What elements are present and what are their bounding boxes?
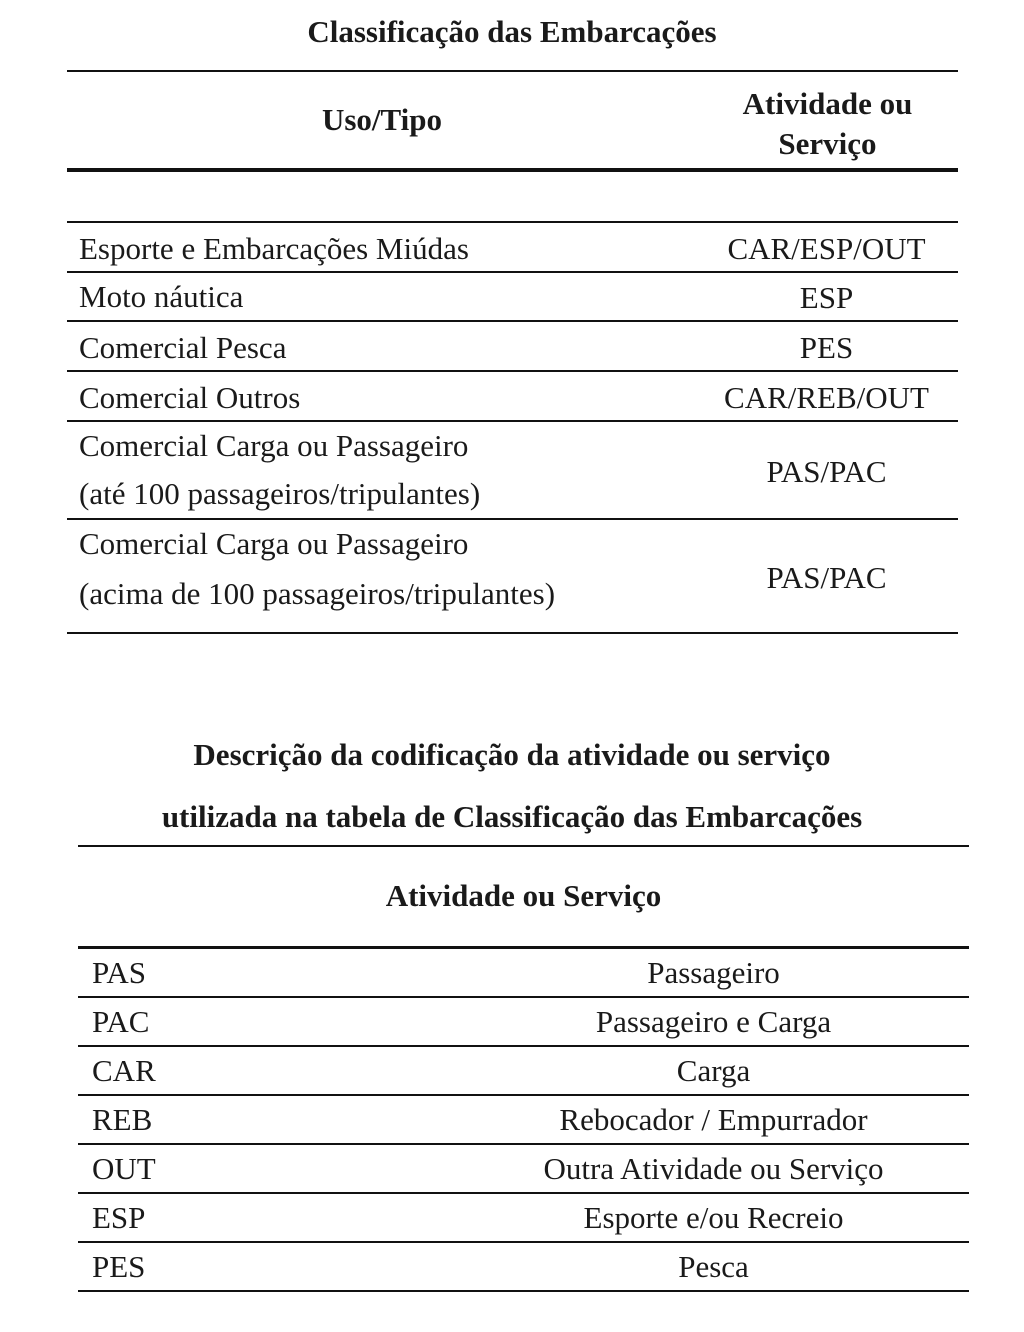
uso-tipo-cell-line1: Comercial Carga ou Passageiro [79, 526, 469, 561]
uso-tipo-cell: Esporte e Embarcações Miúdas [79, 231, 469, 266]
table-row [67, 271, 958, 322]
atividade-cell: ESP [799, 280, 854, 315]
uso-tipo-cell-line2: (acima de 100 passageiros/tripulantes) [79, 576, 556, 611]
description-cell: Outra Atividade ou Serviço [543, 1151, 884, 1186]
description-cell: Pesca [678, 1249, 749, 1284]
code-cell: OUT [92, 1151, 156, 1186]
table-row [78, 1047, 969, 1096]
codification-title-line1: Descrição da codificação da atividade ou serviço [193, 737, 831, 772]
table-row [78, 1194, 969, 1243]
code-cell: PES [92, 1249, 146, 1284]
table-top-rule [67, 70, 958, 72]
column-header-atividade-servico: Atividade ou Serviço [385, 878, 662, 913]
description-cell: Passageiro e Carga [595, 1004, 832, 1039]
table-row [67, 518, 958, 632]
uso-tipo-cell-line2: (até 100 passageiros/tripulantes) [79, 476, 481, 511]
table-top-rule [78, 845, 969, 847]
classification-table-title: Classificação das Embarcações [307, 14, 717, 49]
atividade-cell: CAR/ESP/OUT [727, 231, 926, 266]
column-header-atividade-line1: Atividade ou [742, 86, 913, 121]
description-cell: Carga [676, 1053, 751, 1088]
table-row [78, 1096, 969, 1145]
codification-table-title [0, 724, 1024, 848]
atividade-cell: PAS/PAC [766, 560, 887, 595]
uso-tipo-cell-line1: Comercial Carga ou Passageiro [79, 428, 469, 463]
description-cell: Esporte e/ou Recreio [583, 1200, 844, 1235]
code-cell: PAC [92, 1004, 150, 1039]
table-row [78, 998, 969, 1047]
column-header-uso-tipo: Uso/Tipo [321, 102, 443, 137]
table-bottom-rule [67, 632, 958, 634]
codification-title-line2: utilizada na tabela de Classificação das Embarcações [161, 799, 863, 834]
table-row [67, 320, 958, 372]
uso-tipo-cell: Moto náutica [79, 279, 244, 314]
code-cell: CAR [92, 1053, 156, 1088]
code-cell: REB [92, 1102, 153, 1137]
column-header-atividade-line2: Serviço [778, 126, 877, 161]
code-cell: PAS [92, 955, 147, 990]
header-rule [67, 168, 958, 172]
description-cell: Rebocador / Empurrador [559, 1102, 868, 1137]
table-row [78, 1243, 969, 1292]
column-header-atividade [697, 84, 958, 164]
atividade-cell: PAS/PAC [766, 454, 887, 489]
table-row [67, 420, 958, 520]
uso-tipo-cell: Comercial Pesca [79, 330, 287, 365]
table-row [67, 370, 958, 422]
table-row [78, 1145, 969, 1194]
atividade-cell: CAR/REB/OUT [724, 380, 929, 415]
code-cell: ESP [92, 1200, 146, 1235]
table-row [67, 221, 958, 273]
table-row [78, 949, 969, 998]
uso-tipo-cell: Comercial Outros [79, 380, 301, 415]
atividade-cell: PES [799, 330, 854, 365]
description-cell: Passageiro [647, 955, 780, 990]
